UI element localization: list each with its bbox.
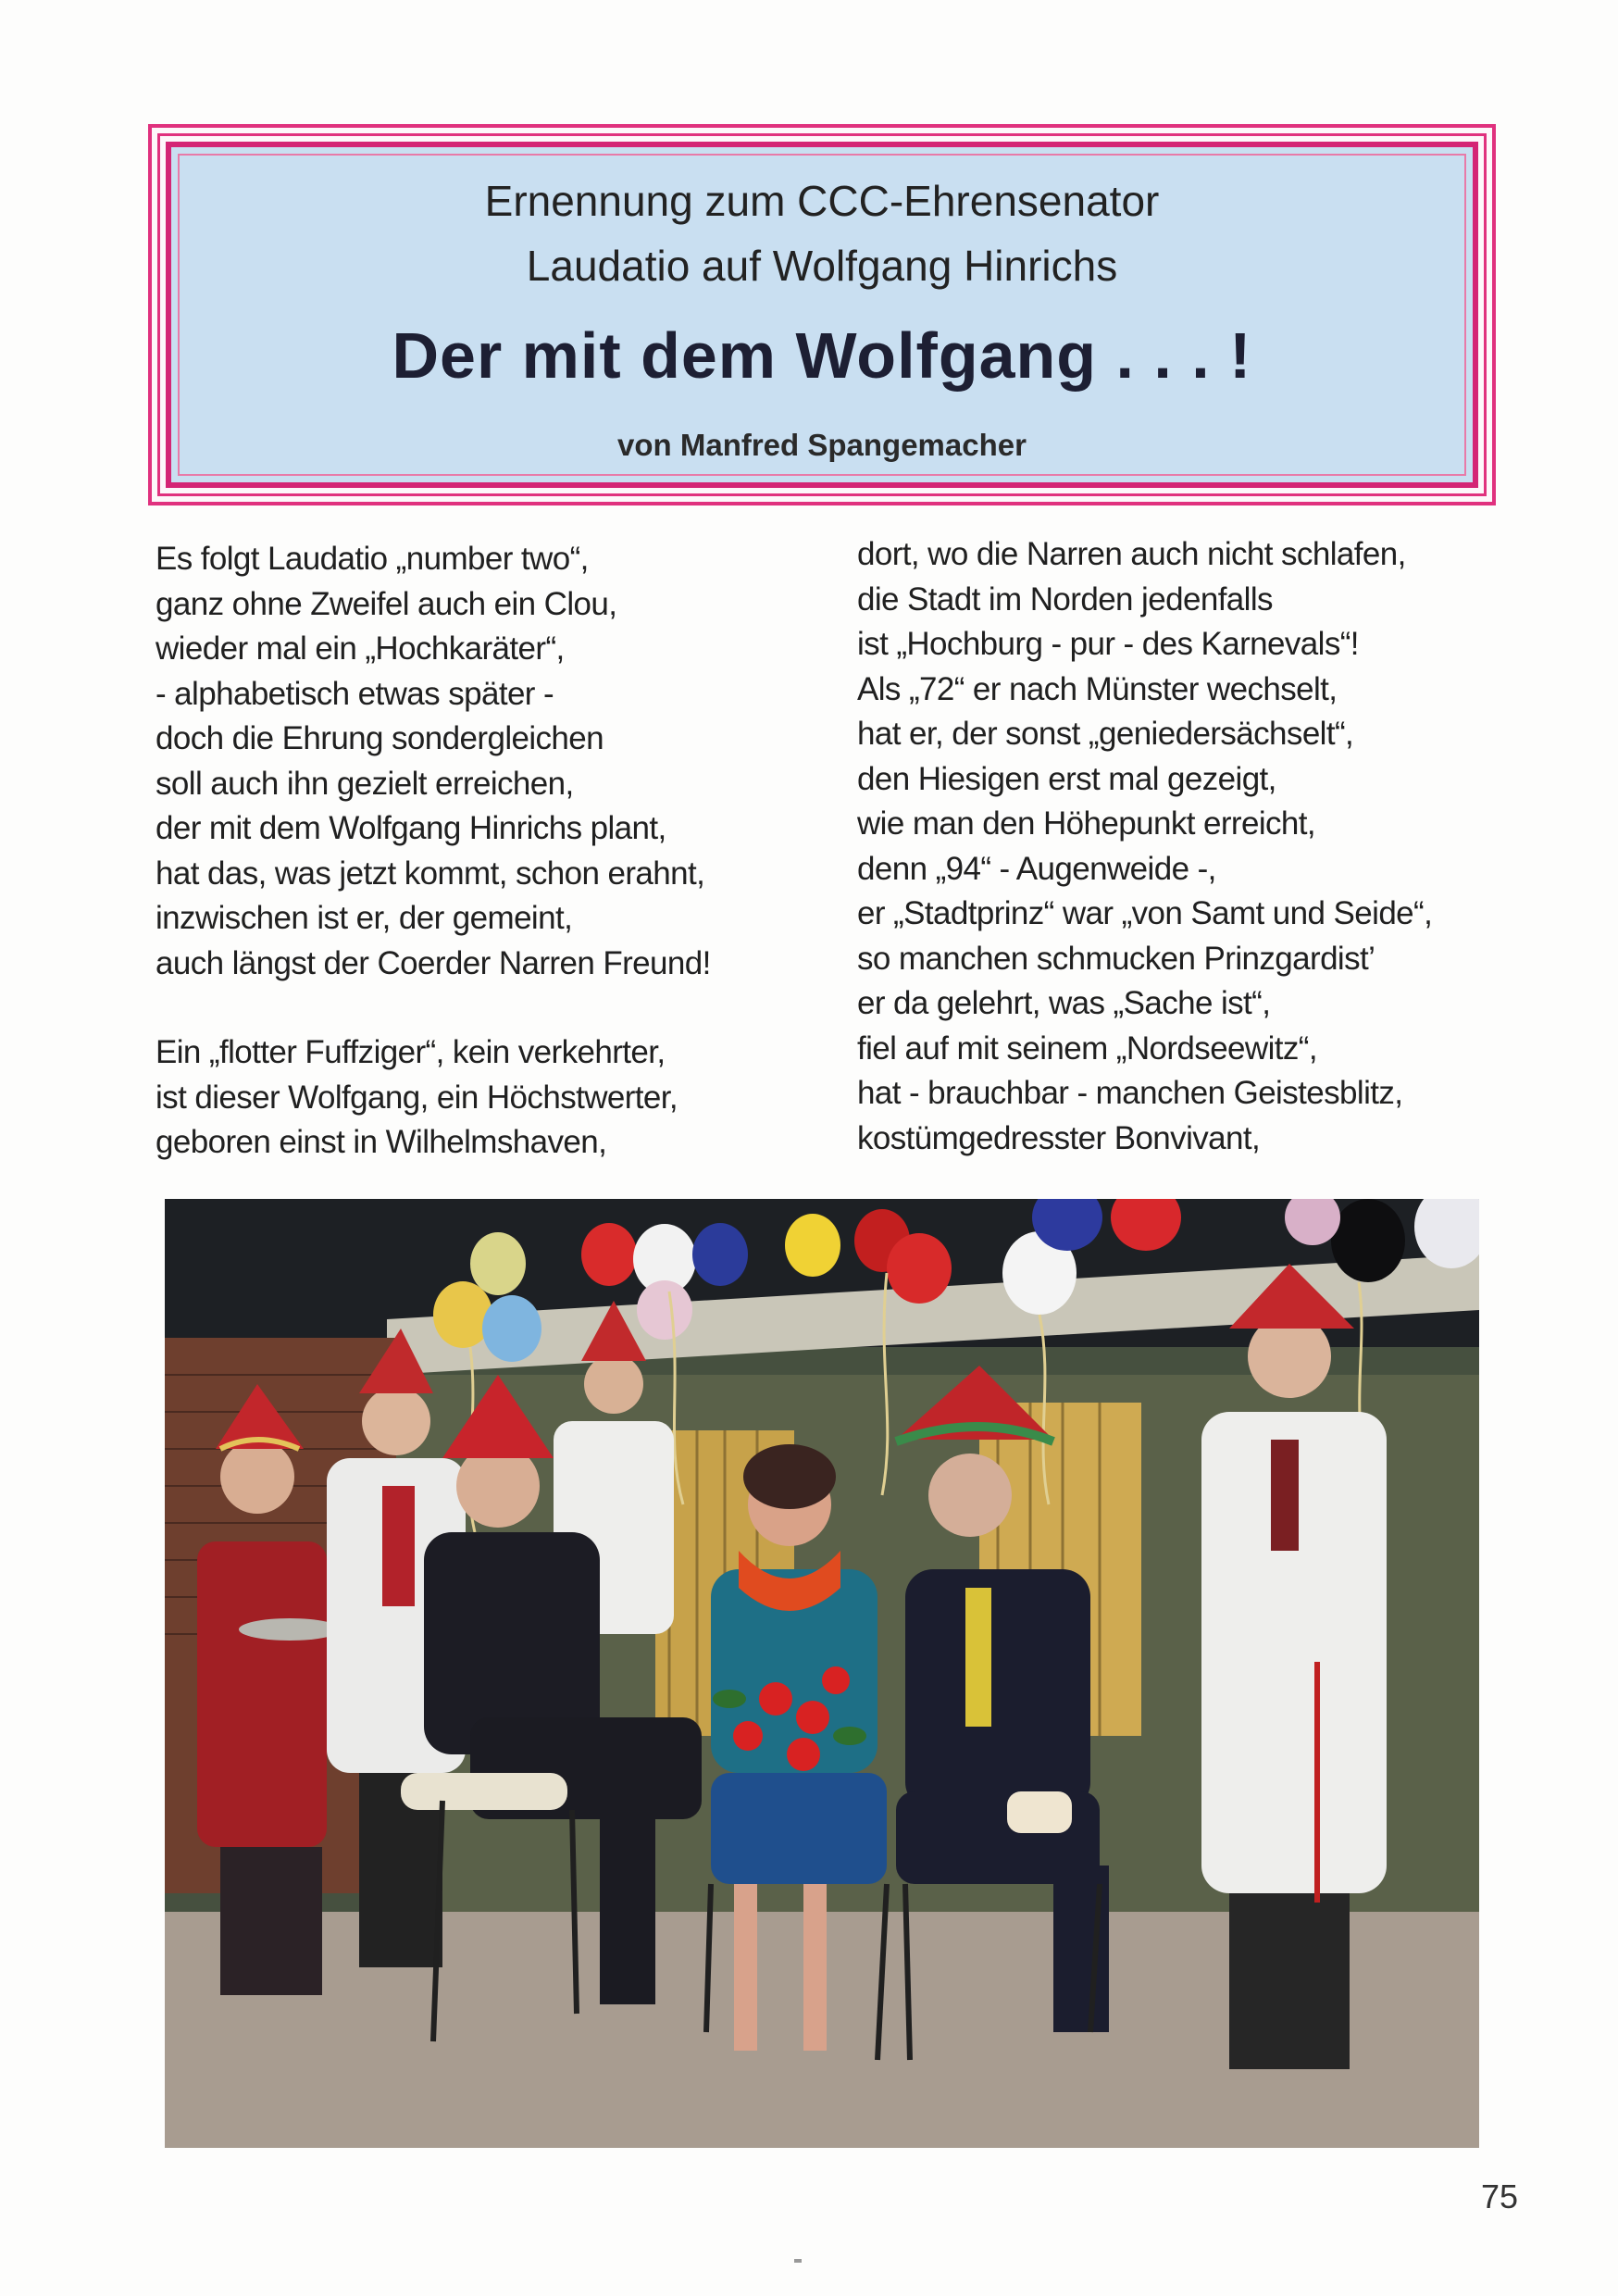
poem-line: er da gelehrt, was „Sache ist“, — [857, 985, 1271, 1021]
poem-line: er „Stadtprinz“ war „von Samt und Seide“, — [857, 895, 1433, 931]
poem-line: Es folgt Laudatio „number two“, — [156, 541, 589, 577]
carnival-photo — [165, 1199, 1479, 2148]
poem-right-column — [857, 532, 1524, 1161]
poem-line: die Stadt im Norden jedenfalls — [857, 580, 1273, 618]
title-box — [148, 124, 1496, 505]
page-number: 75 — [1481, 2177, 1519, 2215]
poem-line: - alphabetisch etwas später - — [156, 675, 554, 712]
poem-line: fiel auf mit seinem „Nordseewitz“, — [857, 1029, 1317, 1067]
poem-line: denn „94“ - Augenweide -, — [857, 850, 1216, 887]
poem-line: den Hiesigen erst mal gezeigt, — [857, 760, 1276, 797]
poem-line: ist „Hochburg - pur - des Karnevals“! — [857, 626, 1359, 662]
poem-line: dort, wo die Narren auch nicht schlafen, — [857, 536, 1406, 572]
poem-line: geboren einst in Wilhelmshaven, — [156, 1124, 607, 1160]
scan-artifact — [794, 2259, 802, 2263]
poem-left-column — [156, 537, 822, 1166]
carnival-photo-illustration — [165, 1199, 1479, 2148]
headline: Der mit dem Wolfgang . . . ! — [392, 319, 1252, 392]
poem-line: hat er, der sonst „geniedersächselt“, — [857, 716, 1354, 752]
poem-line: hat das, was jetzt kommt, schon erahnt, — [156, 855, 705, 892]
poem-line: Ein „flotter Fuffziger“, kein verkehrter, — [156, 1034, 666, 1070]
poem-line: wie man den Höhepunkt erreicht, — [857, 805, 1316, 842]
poem-line: inzwischen ist er, der gemeint, — [156, 900, 573, 936]
poem-line: soll auch ihn gezielt erreichen, — [156, 765, 574, 802]
poem-line: so manchen schmucken Prinzgardist’ — [857, 940, 1375, 977]
poem-line: hat - brauchbar - manchen Geistesblitz, — [857, 1075, 1403, 1111]
poem-line: doch die Ehrung sondergleichen — [156, 720, 604, 756]
poem-line: auch längst der Coerder Narren Freund! — [156, 944, 711, 981]
title-content — [189, 165, 1455, 465]
stanza-gap — [156, 986, 822, 1030]
poem-line: ist dieser Wolfgang, ein Höchstwerter, — [156, 1079, 678, 1116]
poem-line: Als „72“ er nach Münster wechselt, — [857, 670, 1338, 707]
poem-line: kostümgedresster Bonvivant, — [857, 1119, 1261, 1156]
author-byline: von Manfred Spangemacher — [617, 428, 1027, 462]
subtitle-line-1: Ernennung zum CCC-Ehrensenator — [484, 177, 1160, 225]
poem-line: wieder mal ein „Hochkaräter“, — [156, 630, 565, 667]
subtitle-line-2: Laudatio auf Wolfgang Hinrichs — [526, 242, 1118, 290]
poem-line: ganz ohne Zweifel auch ein Clou, — [156, 585, 617, 622]
poem-line: der mit dem Wolfgang Hinrichs plant, — [156, 810, 666, 846]
